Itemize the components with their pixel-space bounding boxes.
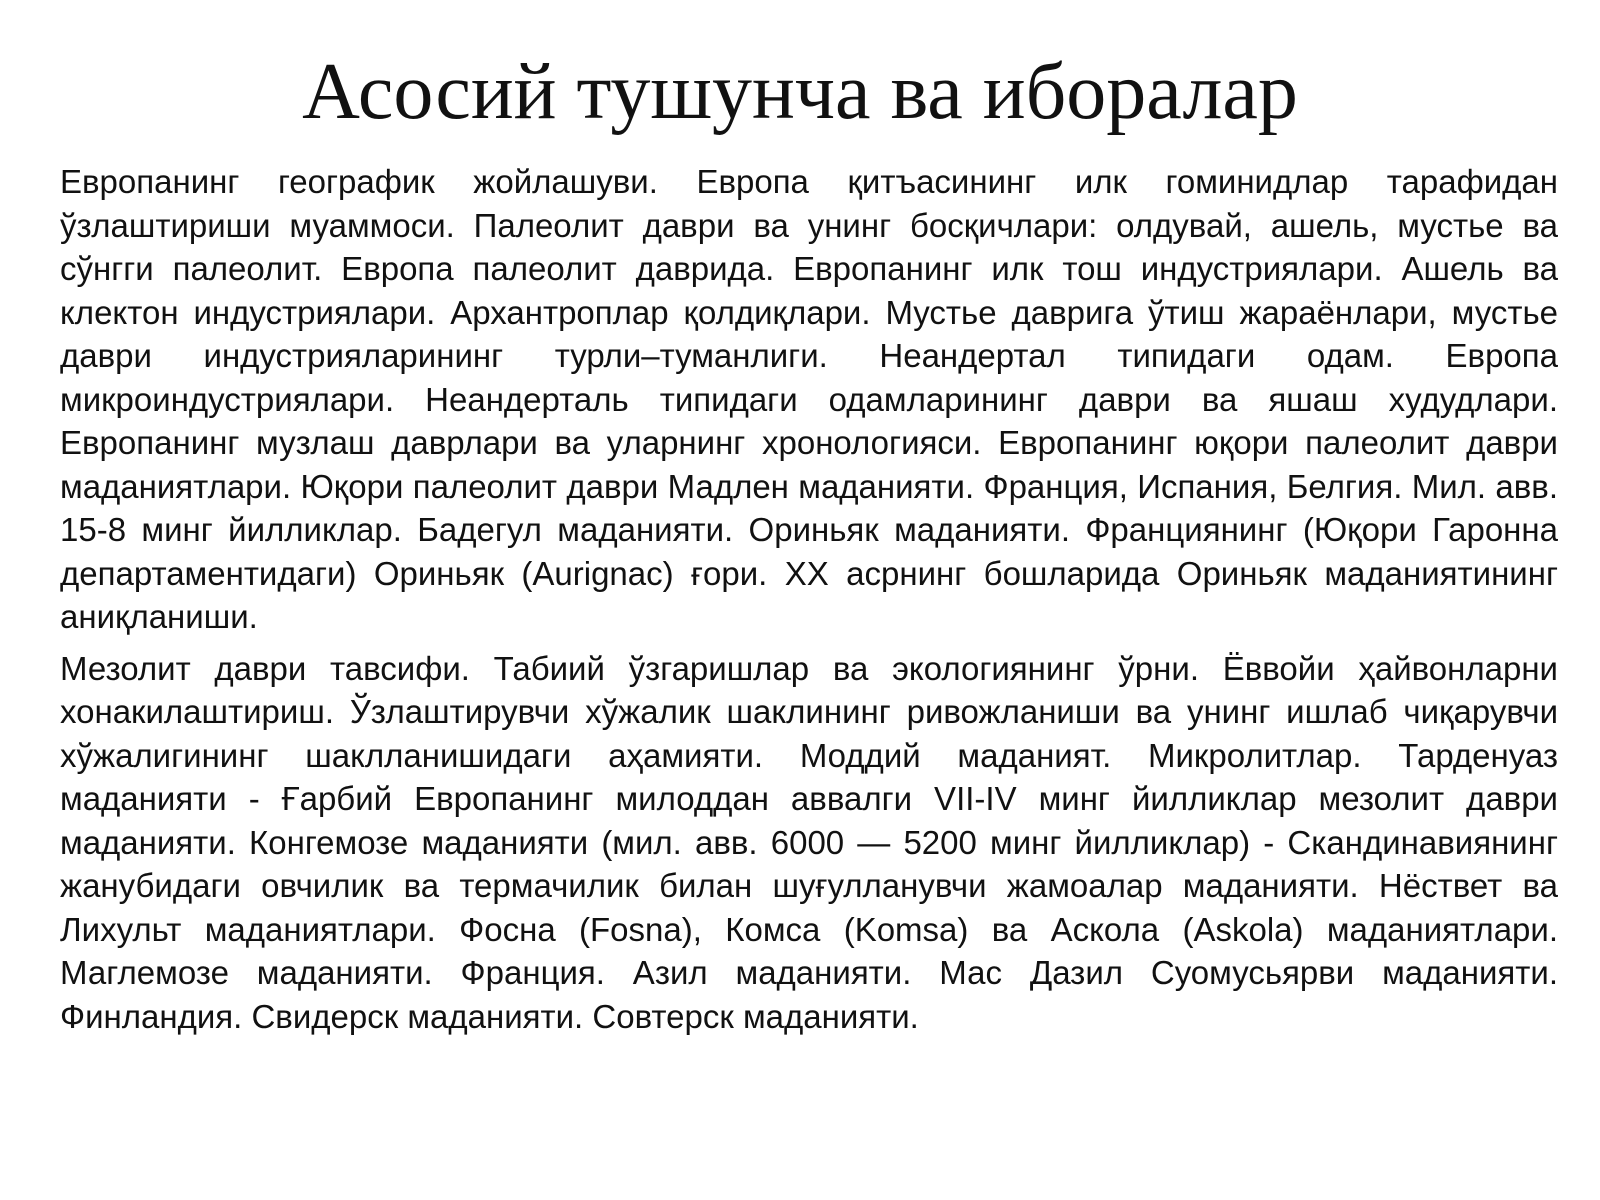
paragraph-mesolithic: Мезолит даври тавсифи. Табиий ўзгаришлар ва экологиянинг ўрни. Ёввойи ҳайвонларни хонакилаштириш. Ўзлаштирувчи хўжалик шаклининг ривожланиши ва унинг ишлаб чиқарувчи хўжалигининг шаклланишидаги аҳамияти. Моддий маданият. Микролитлар. Тарденуаз маданияти - Ғарбий Европанинг милоддан аввалги VII-IV минг йилликлар мезолит даври маданияти. Конгемозе маданияти (мил. авв. 6000 — 5200 минг йилликлар) - Скандинавиянинг жанубидаги овчилик ва термачилик билан шуғулланувчи жамоалар маданияти. Нёствет ва Лихульт маданиятлари. Фосна (Fosna), Комса (Komsa) ва Аскола (Askola) маданиятлари. Маглемозе маданияти. Франция. Азил маданияти. Мас Дазил Суомусьярви маданияти. Финландия. Свидерск маданияти. Совтерск маданияти. — [60, 649, 1558, 1035]
slide-body — [60, 160, 1558, 1038]
slide-title: Асосий тушунча ва иборалар — [302, 48, 1298, 136]
paragraph-paleolithic: Европанинг географик жойлашуви. Европа қитъасининг илк гоминидлар тарафидан ўзлаштириши муаммоси. Палеолит даври ва унинг босқичлари: олдувай, ашель, мустье ва сўнгги палеолит. Европа палеолит даврида. Европанинг илк тош индустриялари. Ашель ва клектон индустриялари. Архантроплар қолдиқлари. Мустье даврига ўтиш жараёнлари, мустье даври индустрияларининг турли–туманлиги. Неандертал типидаги одам. Европа микроиндустриялари. Неандерталь типидаги одамларининг даври ва яшаш худудлари. Европанинг музлаш даврлари ва уларнинг хронологияси. Европанинг юқори палеолит даври маданиятлари. Юқори палеолит даври Мадлен маданияти. Франция, Испания, Белгия. Мил. авв. 15-8 минг йилликлар. Бадегул маданияти. Ориньяк маданияти. Франциянинг (Юқори Гаронна департаментидаги) Ориньяк (Aurignac) ғори. XX асрнинг бошларида Ориньяк маданиятининг аниқланиши. — [60, 163, 1558, 635]
